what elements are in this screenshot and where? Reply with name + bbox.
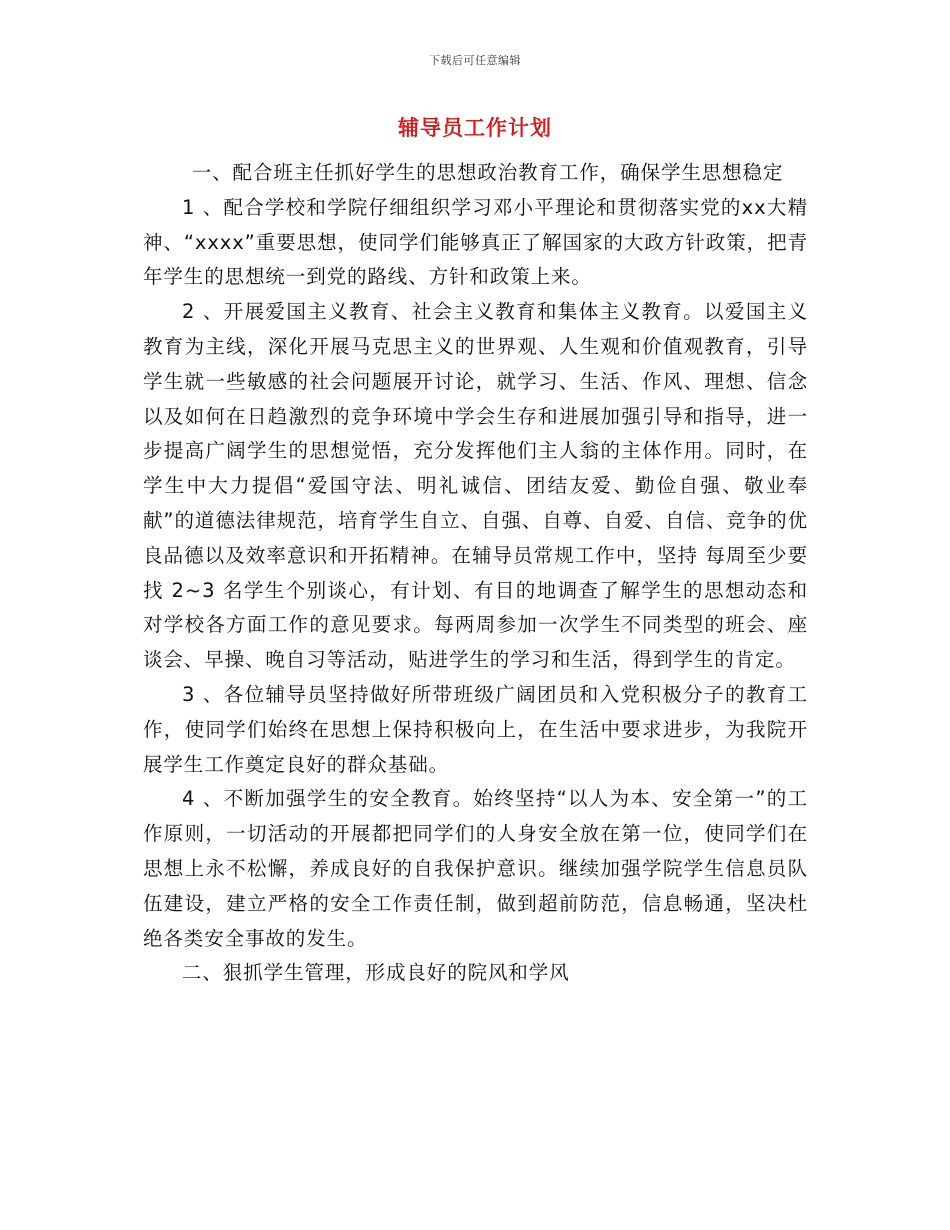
section-heading-2: 二、狠抓学生管理，形成良好的院风和学风 [182, 961, 570, 985]
header-note: 下载后可任意编辑 [429, 54, 521, 67]
document-title: 辅导员工作计划 [398, 116, 552, 140]
paragraph-item-1: 1 、配合学校和学院仔细组织学习邓小平理论和贯彻落实党的xx大精神、“xxxx”重要思想，使同学们能够真正了解国家的大政方针政策，把青年学生的思想统一到党的路线、方针和政策上来。 [143, 195, 808, 289]
section-heading-1: 一、配合班主任抓好学生的思想政治教育工作，确保学生思想稳定 [191, 161, 784, 184]
document-body [143, 156, 808, 991]
paragraph-item-4: 4 、不断加强学生的安全教育。始终坚持“以人为本、安全第一”的工作原则，一切活动的开展都把同学们的人身安全放在第一位，使同学们在思想上永不松懈，养成良好的自我保护意识。继续加强学院学生信息员队伍建设，建立严格的安全工作责任制，做到超前防范，信息畅通，坚决杜绝各类安全事故的发生。 [143, 787, 808, 950]
paragraph-item-2: 2 、开展爱国主义教育、社会主义教育和集体主义教育。以爱国主义教育为主线，深化开展马克思主义的世界观、人生观和价值观教育，引导学生就一些敏感的社会问题展开讨论，就学习、生活、作风、理想、信念以及如何在日趋激烈的竞争环境中学会生存和进展加强引导和指导，进一步提高广阔学生的思想觉悟，充分发挥他们主人翁的主体作用。同时，在学生中大力提倡“爱国守法、明礼诚信、团结友爱、勤俭自强、敬业奉献”的道德法律规范，培育学生自立、自强、自尊、自爱、自信、竞争的优良品德以及效率意识和开拓精神。在辅导员常规工作中，坚持 每周至少要找 2~3 名学生个别谈心，有计划、有目的地调查了解学生的思想动态和对学校各方面工作的意见要求。每两周参加一次学生不同类型的班会、座谈会、早操、晚自习等活动，贴进学生的学习和生活，得到学生的肯定。 [143, 300, 808, 672]
paragraph-item-3: 3 、各位辅导员坚持做好所带班级广阔团员和入党积极分子的教育工作，使同学们始终在思想上保持积极向上，在生活中要求进步，为我院开展学生工作奠定良好的群众基础。 [143, 682, 808, 776]
